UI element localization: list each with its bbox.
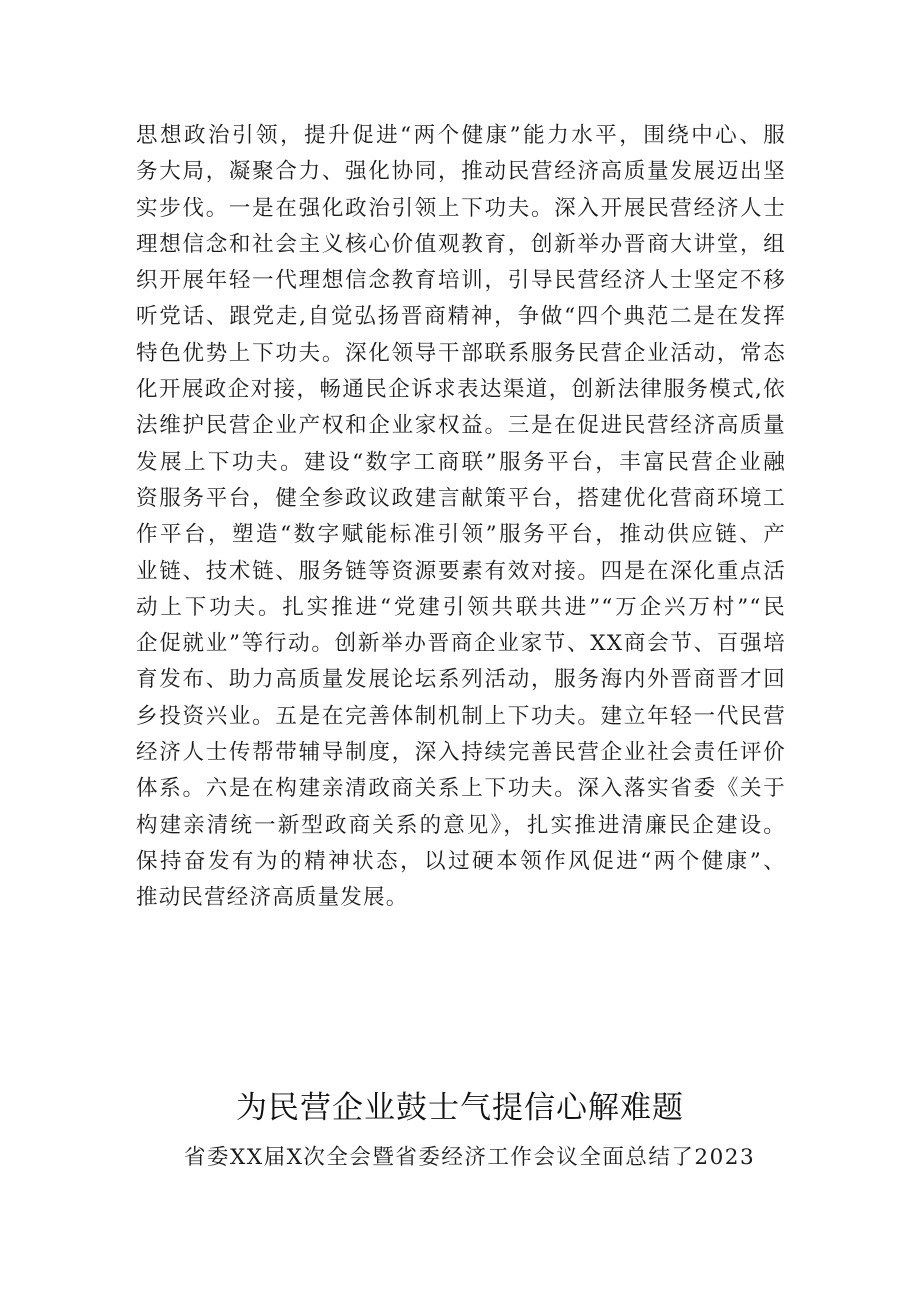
text-line: 资服务平台，健全参政议政建言献策平台，搭建优化营商环境工: [136, 485, 786, 511]
text-line: 务大局，凝聚合力、强化协同，推动民营经济高质量发展迈出坚: [136, 159, 786, 185]
text-line: 乡投资兴业。五是在完善体制机制上下功夫。建立年轻一代民营: [136, 703, 786, 729]
text-line: 化开展政企对接，畅通民企诉求表达渠道，创新法律服务模式,依: [136, 377, 786, 403]
text-line: 特色优势上下功夫。深化领导干部联系服务民营企业活动，常态: [136, 340, 786, 366]
section-title: 为民营企业鼓士气提信心解难题: [236, 1090, 684, 1126]
text-line: 发展上下功夫。建设“数字工商联”服务平台，丰富民营企业融: [136, 449, 786, 475]
text-line: 作平台，塑造“数字赋能标准引领”服务平台，推动供应链、产: [136, 522, 786, 548]
text-line: 推动民营经济高质量发展。: [136, 885, 409, 911]
body-paragraph: [136, 118, 786, 917]
text-line: 育发布、助力高质量发展论坛系列活动，服务海内外晋商晋才回: [136, 667, 786, 693]
text-line: 法维护民营企业产权和企业家权益。三是在促进民营经济高质量: [136, 413, 786, 439]
text-line: 业链、技术链、服务链等资源要素有效对接。四是在深化重点活: [136, 558, 786, 584]
text-line: 体系。六是在构建亲清政商关系上下功夫。深入落实省委《关于: [136, 776, 786, 802]
text-line: 织开展年轻一代理想信念教育培训，引导民营经济人士坚定不移: [136, 268, 786, 294]
section-intro-text: 省委XX届X次全会暨省委经济工作会议全面总结了2023: [184, 1145, 756, 1170]
text-line: 企促就业”等行动。创新举办晋商企业家节、XX商会节、百强培: [136, 631, 786, 657]
text-line: 经济人士传帮带辅导制度，深入持续完善民营企业社会责任评价: [136, 740, 786, 766]
text-line: 保持奋发有为的精神状态，以过硬本领作风促进“两个健康”、: [136, 848, 786, 874]
text-line: 实步伐。一是在强化政治引领上下功夫。深入开展民营经济人士: [136, 195, 786, 221]
text-line: 理想信念和社会主义核心价值观教育，创新举办晋商大讲堂，组: [136, 231, 786, 257]
text-line: 构建亲清统一新型政商关系的意见》，扎实推进清廉民企建设。: [136, 812, 786, 838]
text-line: 思想政治引领，提升促进“两个健康”能力水平，围绕中心、服: [136, 123, 786, 148]
text-line: 动上下功夫。扎实推进“党建引领共联共进”“万企兴万村”“民: [136, 594, 786, 620]
text-line: 听党话、跟党走,自觉弘扬晋商精神，争做“四个典范二是在发挥: [136, 304, 786, 330]
